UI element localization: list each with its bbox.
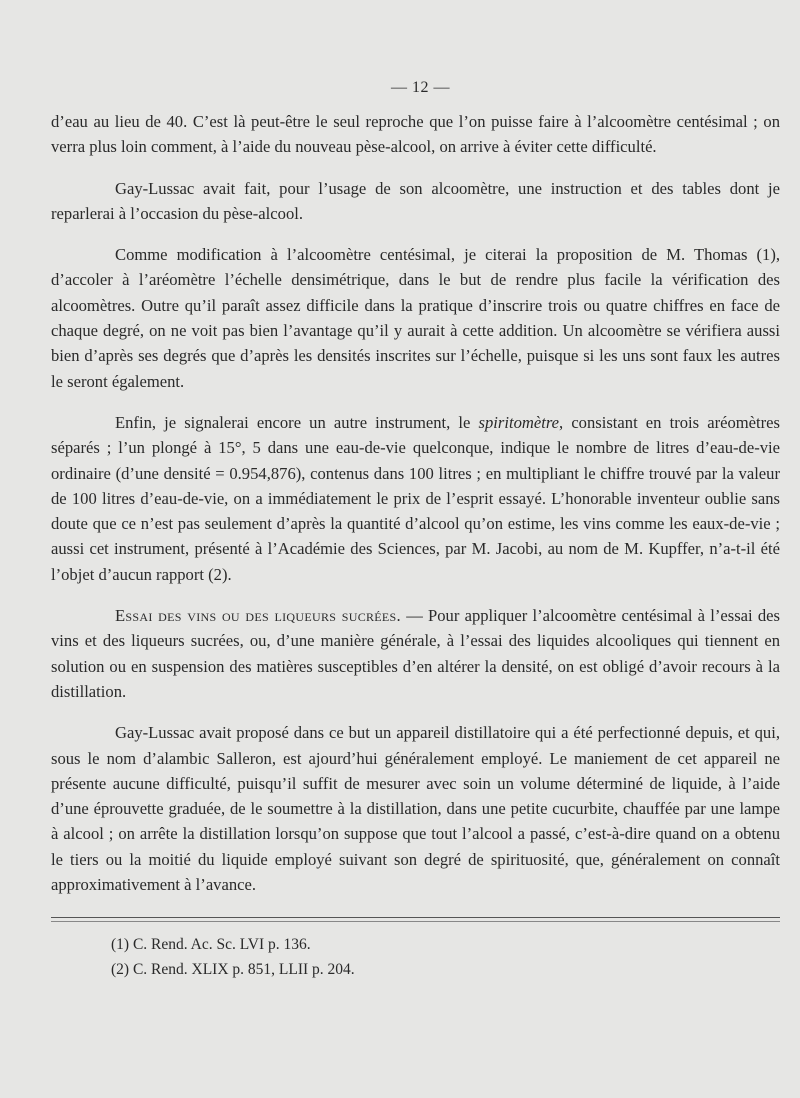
footnote-1: (1) C. Rend. Ac. Sc. LVI p. 136.	[111, 936, 311, 954]
paragraph-5	[51, 603, 780, 704]
paragraph-4-after: , consistant en trois aréomètres séparés ; l’un plongé à 15°, 5 dans une eau-de-vie quelconque, indique le nombre de litres d’eau-de-vie ordinaire (d’une densité = 0.954,876), contenus dans 100 litres ; en multipliant le chiffre trouvé par la valeur de 100 litres d’eau-de-vie, on a immédiatement le prix de l’esprit essayé. L’honorable inventeur oublie sans doute que ce n’est pas seulement d’après la quantité d’alcool qu’on estime, les vins comme les eaux-de-vie ; aussi cet instrument, présenté à l’Académie des Sciences, par M. Jacobi, au nom de M. Kupffer, n’a-t-il été l’objet d’aucun rapport (2).	[51, 412, 780, 584]
paragraph-6: Gay-Lussac avait proposé dans ce but un appareil distillatoire qui a été perfectionné depuis, et qui, sous le nom d’alambic Salleron, est ajourd’hui généralement employé. Le maniement de cet appareil ne présente aucune difficulté, puisqu’il suffit de mesurer avec soin un volume déterminé de liquide, à l’aide d’une éprouvette graduée, de le soumettre à la distillation, dans une petite cucurbite, chauffée par une lampe à alcool ; on arrête la distillation lorsqu’on suppose que tout l’alcool a passé, c’est-à-dire quand on a obtenu le tiers ou la moitié du liquide employé suivant son degré de spirituosité, que, généralement on connaît approximativement à l’avance.	[51, 723, 780, 895]
footnote-2: (2) C. Rend. XLIX p. 851, LLII p. 204.	[111, 961, 355, 979]
paragraph-4	[51, 410, 780, 587]
paragraph-5-body: — Pour appliquer l’alcoomètre centésimal à l’essai des vins et des liqueurs sucrées, ou, d’une manière générale, à l’essai des liquides alcooliques qui tiennent en solution ou en suspension des matières susceptibles d’en altérer la densité, on est obligé d’avoir recours à la distillation.	[51, 606, 780, 701]
footnote-divider-secondary	[51, 921, 780, 922]
paragraph-4-before: Enfin, je signalerai encore un autre instrument, le	[115, 412, 479, 432]
paragraph-1: d’eau au lieu de 40. C’est là peut-être le seul reproche que l’on puisse faire à l’alcoomètre centésimal ; on verra plus loin comment, à l’aide du nouveau pèse-alcool, on arrive à éviter cette difficulté.	[51, 112, 780, 157]
page-number: — 12 —	[391, 79, 450, 96]
spiritometre-term: spiritomètre	[478, 412, 560, 432]
paragraph-2: Gay-Lussac avait fait, pour l’usage de son alcoomètre, une instruction et des tables dont je reparlerai à l’occasion du pèse-alcool.	[51, 178, 780, 223]
section-heading: Essai des vins ou des liqueurs sucrées.	[115, 606, 401, 626]
footnote-divider	[51, 917, 780, 918]
footnotes	[51, 932, 780, 982]
paragraph-3: Comme modification à l’alcoomètre centésimal, je citerai la proposition de M. Thomas (1), d’accoler à l’aréomètre l’échelle densimétrique, dans le but de rendre plus facile la vérification des alcoomètres. Outre qu’il paraît assez difficile dans la pratique d’inscrire trois ou quatre chiffres en face de chaque degré, on ne voit pas bien l’avantage qu’il y aurait à cette addition. Un alcoomètre se vérifiera aussi bien d’après ses degrés que d’après les densités inscrites sur l’échelle, puisque si les uns sont faux les autres le seront également.	[51, 245, 780, 391]
